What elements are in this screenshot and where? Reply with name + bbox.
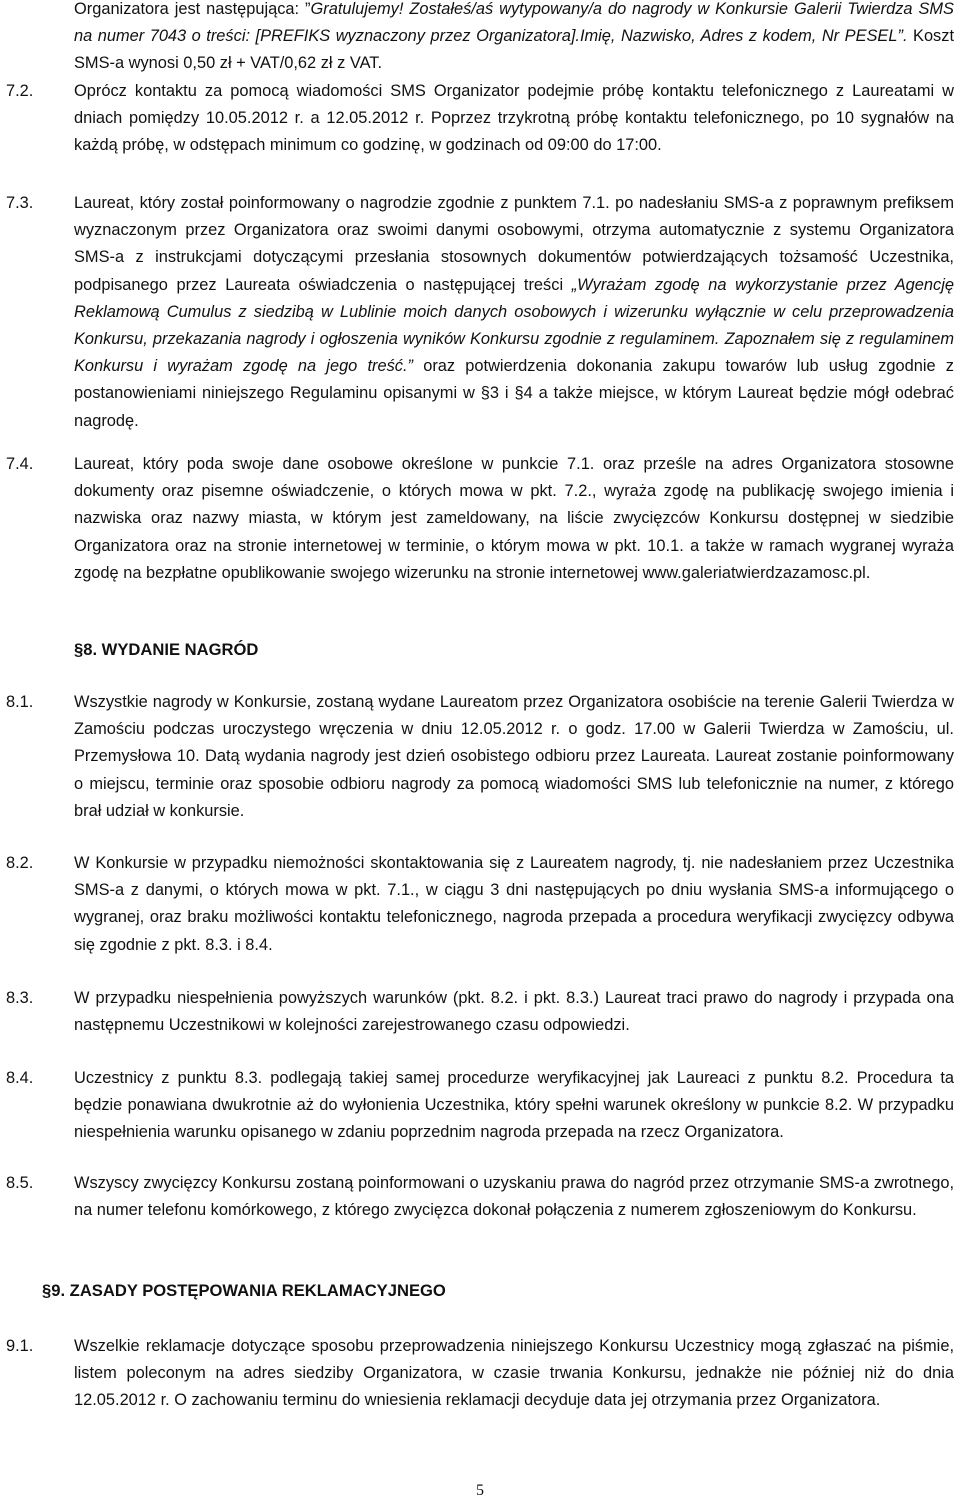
intro-text: Organizatora jest następująca: ”: [74, 0, 311, 18]
page-number: 5: [476, 1482, 484, 1499]
section-number: 7.2.: [6, 82, 34, 100]
section-number: 8.3.: [6, 989, 34, 1007]
section-number: 8.2.: [6, 854, 34, 872]
section-text-part: oraz potwierdzenia dokonania zakupu towarów lub usług zgodnie z postanowieniami niniejszego Regulaminu opisanymi w §3 i §4 a także miejsce, w którym Laureat będzie mógł odebrać nagrodę.: [74, 357, 954, 430]
section-number: 8.5.: [6, 1174, 34, 1192]
heading-section-8: §8. WYDANIE NAGRÓD: [74, 640, 259, 659]
heading-section-9: §9. ZASADY POSTĘPOWANIA REKLAMACYJNEGO: [42, 1281, 446, 1300]
section-text: Wszyscy zwycięzcy Konkursu zostaną poinformowani o uzyskaniu prawa do nagród przez otrzymanie SMS-a zwrotnego, na numer telefonu komórkowego, z którego zwycięzca dokonał połączenia z numerem zgłoszeniowym do Konkursu.: [74, 1174, 954, 1220]
section-text: W Konkursie w przypadku niemożności skontaktowania się z Laureatem nagrody, tj. nie nadesłaniem przez Uczestnika SMS-a z danymi, o których mowa w pkt. 7.1., w ciągu 3 dni następujących po dniu wysłania SMS-a informującego o wygranej, oraz braku możliwości kontaktu telefonicznego, nagroda przepada a procedura weryfikacji zwycięzcy odbywa się zgodnie z pkt. 8.3. i 8.4.: [74, 854, 954, 954]
section-text: Uczestnicy z punktu 8.3. podlegają takiej samej procedurze weryfikacyjnej jak Laureaci z punktu 8.2. Procedura ta będzie ponawiana dwukrotnie aż do wyłonienia Uczestnika, który spełni warunek określony w punkcie 8.2. W przypadku niespełnienia warunku opisanego w zdaniu poprzednim nagroda przepada na rzecz Organizatora.: [74, 1069, 954, 1142]
intro-sms-cost: Koszt SMS-a wynosi 0,50 zł + VAT/0,62 zł z VAT.: [74, 27, 954, 73]
section-text: Wszelkie reklamacje dotyczące sposobu przeprowadzenia niniejszego Konkursu Uczestnicy mogą zgłaszać na piśmie, listem poleconym na adres siedziby Organizatora, w czasie trwania Konkursu, jednakże nie później niż do dnia 12.05.2012 r. O zachowaniu terminu do wniesienia reklamacji decyduje data jej otrzymania przez Organizatora.: [74, 1337, 954, 1410]
paragraph-intro: [74, 0, 954, 78]
section-text: [74, 190, 954, 435]
section-number: 8.1.: [6, 693, 34, 711]
section-text: W przypadku niespełnienia powyższych warunków (pkt. 8.2. i pkt. 8.3.) Laureat traci prawo do nagrody i przypada ona następnemu Uczestnikowi w kolejności zarejestrowanego czasu odpowiedzi.: [74, 989, 954, 1035]
section-text-part: Laureat, który został poinformowany o nagrodzie zgodnie z punktem 7.1. po nadesłaniu SMS-a z poprawnym prefiksem wyznaczonym przez Organizatora oraz swoimi danymi osobowymi, otrzyma automatycznie z systemu Organizatora SMS-a z instrukcjami dotyczącymi przesłania stosownych dokumentów potwierdzających tożsamość Uczestnika, podpisanego przez Laureata oświadczenia o następującej treści: [74, 194, 954, 294]
consent-statement: „Wyrażam zgodę na wykorzystanie przez Agencję Reklamową Cumulus z siedzibą w Lublinie moich danych osobowych i wizerunku wyłącznie w celu przeprowadzenia Konkursu, przekazania nagrody i ogłoszenia wyników Konkursu zgodnie z regulaminem. Zapoznałem się z regulaminem Konkursu i wyrażam zgodę na jego treść.”: [74, 275, 954, 376]
section-number: 7.4.: [6, 455, 34, 473]
section-number: 8.4.: [6, 1069, 34, 1087]
section-text: Oprócz kontaktu za pomocą wiadomości SMS Organizator podejmie próbę kontaktu telefonicznego z Laureatami w dniach pomiędzy 10.05.2012 r. a 12.05.2012 r. Poprzez trzykrotną próbę kontaktu telefonicznego, po 10 sygnałów na każdą próbę, w odstępach minimum co godzinę, w godzinach od 09:00 do 17:00.: [74, 82, 954, 155]
intro-sms-template: Gratulujemy! Zostałeś/aś wytypowany/a do nagrody w Konkursie Galerii Twierdza SMS na numer 7043 o treści: [PREFIKS wyznaczony przez Organizatora].Imię, Nazwisko, Adres z kodem, Nr PESEL”.: [74, 0, 954, 46]
section-number: 9.1.: [6, 1337, 34, 1355]
section-text: Wszystkie nagrody w Konkursie, zostaną wydane Laureatom przez Organizatora osobiście na terenie Galerii Twierdza w Zamościu podczas uroczystego wręczenia w dniu 12.05.2012 r. o godz. 17.00 w Galerii Twierdza w Zamościu, ul. Przemysłowa 10. Datą wydania nagrody jest dzień osobistego odbioru przez Laureata. Laureat zostanie poinformowany o miejscu, terminie oraz sposobie odbioru nagrody za pomocą wiadomości SMS lub telefonicznie na numer, z którego brał udział w konkursie.: [74, 693, 954, 820]
section-number: 7.3.: [6, 194, 34, 212]
section-text: Laureat, który poda swoje dane osobowe określone w punkcie 7.1. oraz prześle na adres Organizatora stosowne dokumenty oraz pisemne oświadczenie, o których mowa w pkt. 7.2., wyraża zgodę na publikację swojego imienia i nazwiska oraz nazwy miasta, w którym jest zameldowany, na liście zwycięzców Konkursu dostępnej w siedzibie Organizatora oraz na stronie internetowej w terminie, o którym mowa w pkt. 10.1. a także w ramach wygranej wyraża zgodę na bezpłatne opublikowanie swojego wizerunku na stronie internetowej www.galeriatwierdzazamosc.pl.: [74, 455, 954, 582]
